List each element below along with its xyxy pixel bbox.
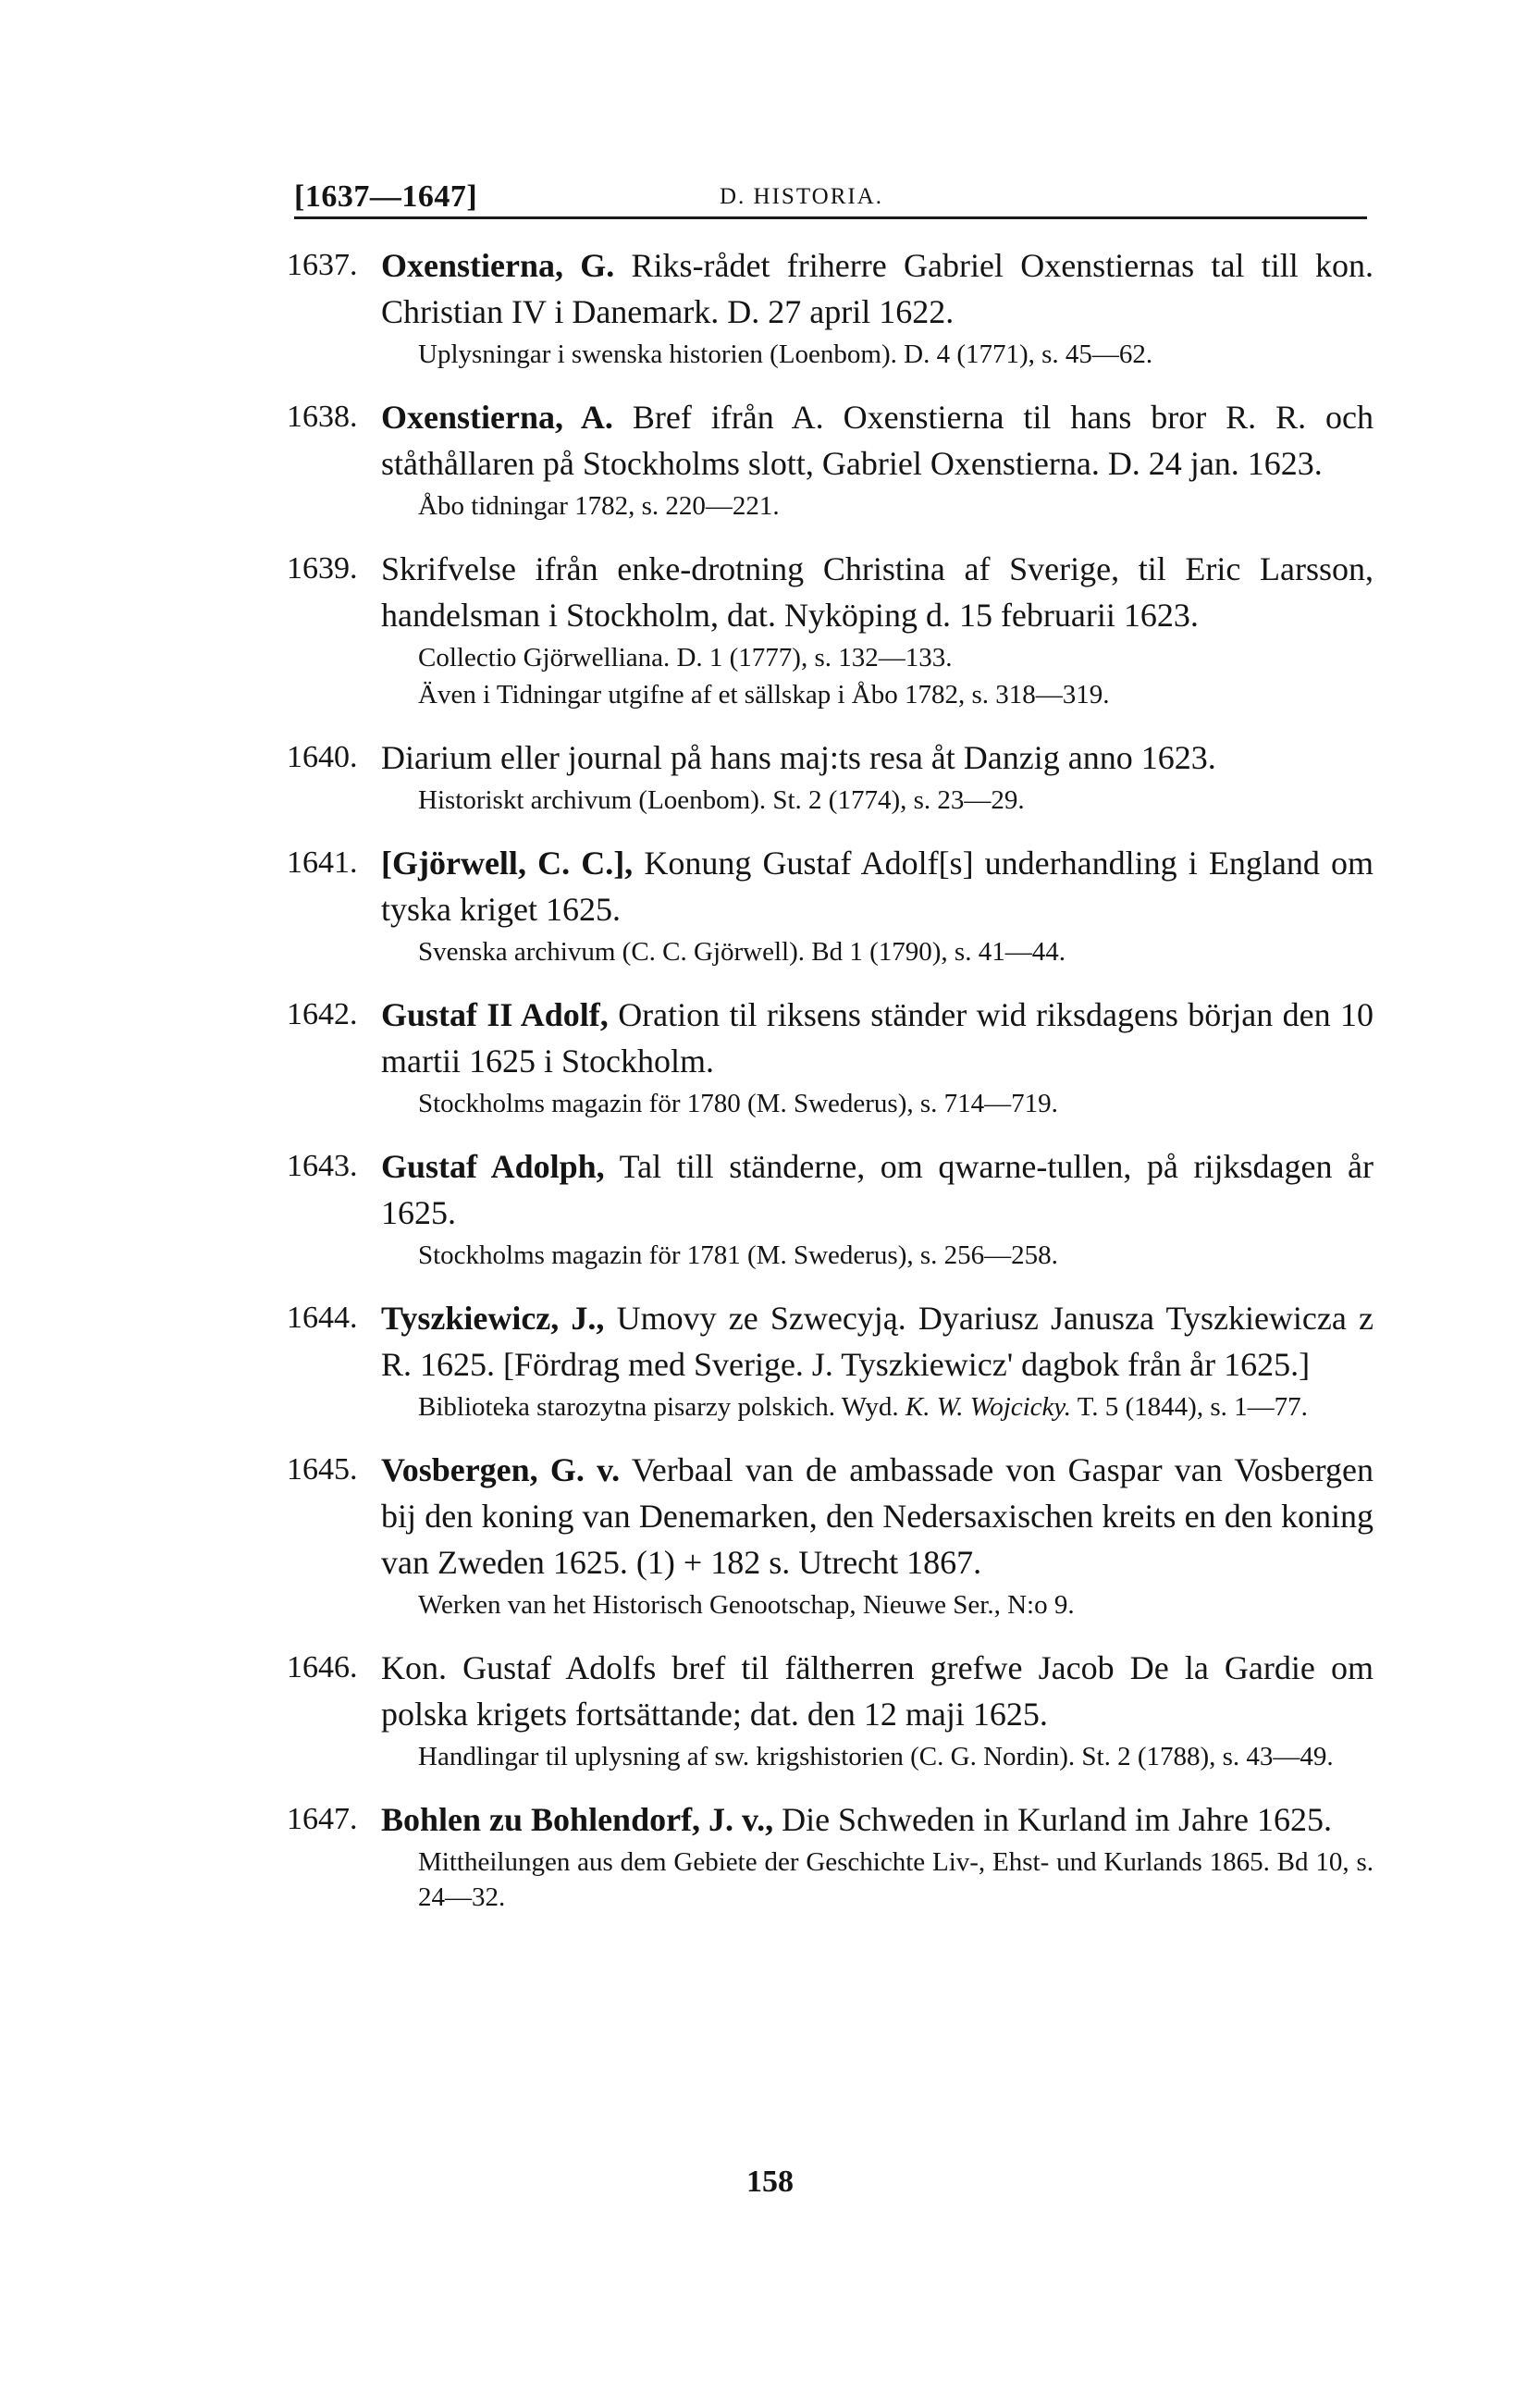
entry-1647 <box>287 1796 1374 1915</box>
entry-title: Skrifvelse ifrån enke-drotning Christina af Sverige, til Eric Larsson, handelsman i Stockholm, dat. Nyköping d. 15 februarii 1623. <box>381 550 1374 634</box>
entry-number: 1642. <box>287 997 358 1031</box>
entry-title: Konung Gustaf Adolf[s] underhandling i England om tyska kriget 1625. <box>381 845 1374 928</box>
source-volume: T. 5 (1844), s. 1—77. <box>1077 1392 1308 1422</box>
entry-number: 1639. <box>287 551 358 586</box>
entry-author: Oxenstierna, G. <box>381 247 615 284</box>
entry-number: 1645. <box>287 1452 358 1487</box>
entry-title: Riks-rådet friherre Gabriel Oxenstiernas tal till kon. Christian IV i Danemark. D. 27 april 1622. <box>381 247 1374 330</box>
entry-source: Historiskt archivum (Loenbom). St. 2 (1774), s. 23—29. <box>418 785 1025 815</box>
entry-source: Stockholms magazin för 1780 (M. Swederus), s. 714—719. <box>418 1089 1058 1118</box>
bibliography-list <box>287 242 1374 1937</box>
entry-1640 <box>287 734 1374 818</box>
entry-1637 <box>287 242 1374 372</box>
entry-number: 1640. <box>287 740 358 774</box>
entry-author: Vosbergen, G. v. <box>381 1451 621 1488</box>
entry-author: Tyszkiewicz, J., <box>381 1300 605 1337</box>
entry-1644 <box>287 1295 1374 1425</box>
entry-1643 <box>287 1143 1374 1273</box>
entry-title: Die Schweden in Kurland im Jahre 1625. <box>782 1801 1332 1838</box>
running-head <box>294 176 1367 218</box>
entry-author: Bohlen zu Bohlendorf, J. v., <box>381 1801 774 1838</box>
entry-title: Bref ifrån A. Oxenstierna til hans bror R. R. och ståthållaren på Stockholms slott, Gabriel Oxenstierna. D. 24 jan. 1623. <box>381 399 1374 482</box>
entry-source: Werken van het Historisch Genootschap, Nieuwe Ser., N:o 9. <box>418 1590 1075 1620</box>
page-number: 158 <box>746 2165 794 2199</box>
entry-1641 <box>287 840 1374 969</box>
entry-title: Kon. Gustaf Adolfs bref til fältherren grefwe Jacob De la Gardie om polska krigets fortsättande; dat. den 12 maji 1625. <box>381 1649 1374 1733</box>
entry-number: 1646. <box>287 1650 358 1684</box>
entry-title: Umovy ze Szwecyją. Dyariusz Janusza Tyszkiewicza z R. 1625. [Fördrag med Sverige. J. Tyszkiewicz' dagbok från år 1625.] <box>381 1300 1374 1383</box>
entry-title: Diarium eller journal på hans maj:ts resa åt Danzig anno 1623. <box>381 739 1216 776</box>
entry-1642 <box>287 992 1374 1121</box>
entry-source: Collectio Gjörwelliana. D. 1 (1777), s. 132—133. <box>418 643 953 672</box>
entry-number: 1641. <box>287 845 358 880</box>
source-series: Biblioteka starozytna pisarzy polskich. Wyd. <box>418 1392 899 1422</box>
entry-source: Uplysningar i swenska historien (Loenbom). D. 4 (1771), s. 45—62. <box>418 339 1153 369</box>
entry-1639 <box>287 546 1374 712</box>
year-range: [1637—1647] <box>294 179 478 214</box>
entry-source: Mittheilungen aus dem Gebiete der Geschichte Liv-, Ehst- und Kurlands 1865. Bd 10, s. 24—32. <box>418 1847 1374 1912</box>
entry-number: 1637. <box>287 248 358 282</box>
entry-title: Tal till ständerne, om qwarne-tullen, på rijksdagen år 1625. <box>381 1148 1374 1231</box>
entry-1646 <box>287 1645 1374 1774</box>
header-rule <box>294 216 1367 219</box>
section-title: D. HISTORIA. <box>720 184 884 209</box>
entry-1645 <box>287 1447 1374 1623</box>
entry-number: 1644. <box>287 1301 358 1335</box>
entry-source: Svenska archivum (C. C. Gjörwell). Bd 1 (1790), s. 41—44. <box>418 937 1066 967</box>
entry-author: [Gjörwell, C. C.], <box>381 845 634 882</box>
entry-source: Handlingar til uplysning af sw. krigshistorien (C. G. Nordin). St. 2 (1788), s. 43—49. <box>418 1742 1334 1771</box>
entry-title: Oration til riksens ständer wid riksdagens början den 10 martii 1625 i Stockholm. <box>381 996 1374 1080</box>
entry-number: 1647. <box>287 1802 358 1836</box>
entry-author: Gustaf II Adolf, <box>381 996 609 1033</box>
entry-source-secondary: Även i Tidningar utgifne af et sällskap i Åbo 1782, s. 318—319. <box>418 680 1110 709</box>
entry-source <box>381 1389 1374 1425</box>
source-editor: K. W. Wojcicky. <box>905 1392 1071 1422</box>
entry-source: Stockholms magazin för 1781 (M. Swederus), s. 256—258. <box>418 1240 1058 1270</box>
entry-title: Verbaal van de ambassade von Gaspar van Vosbergen bij den koning van Denemarken, den Nedersaxischen kreits en den koning van Zweden 1625. (1) + 182 s. Utrecht 1867. <box>381 1451 1374 1581</box>
entry-source: Åbo tidningar 1782, s. 220—221. <box>418 491 780 521</box>
entry-1638 <box>287 394 1374 524</box>
entry-author: Gustaf Adolph, <box>381 1148 605 1185</box>
entry-number: 1638. <box>287 400 358 434</box>
entry-number: 1643. <box>287 1149 358 1183</box>
entry-author: Oxenstierna, A. <box>381 399 613 436</box>
